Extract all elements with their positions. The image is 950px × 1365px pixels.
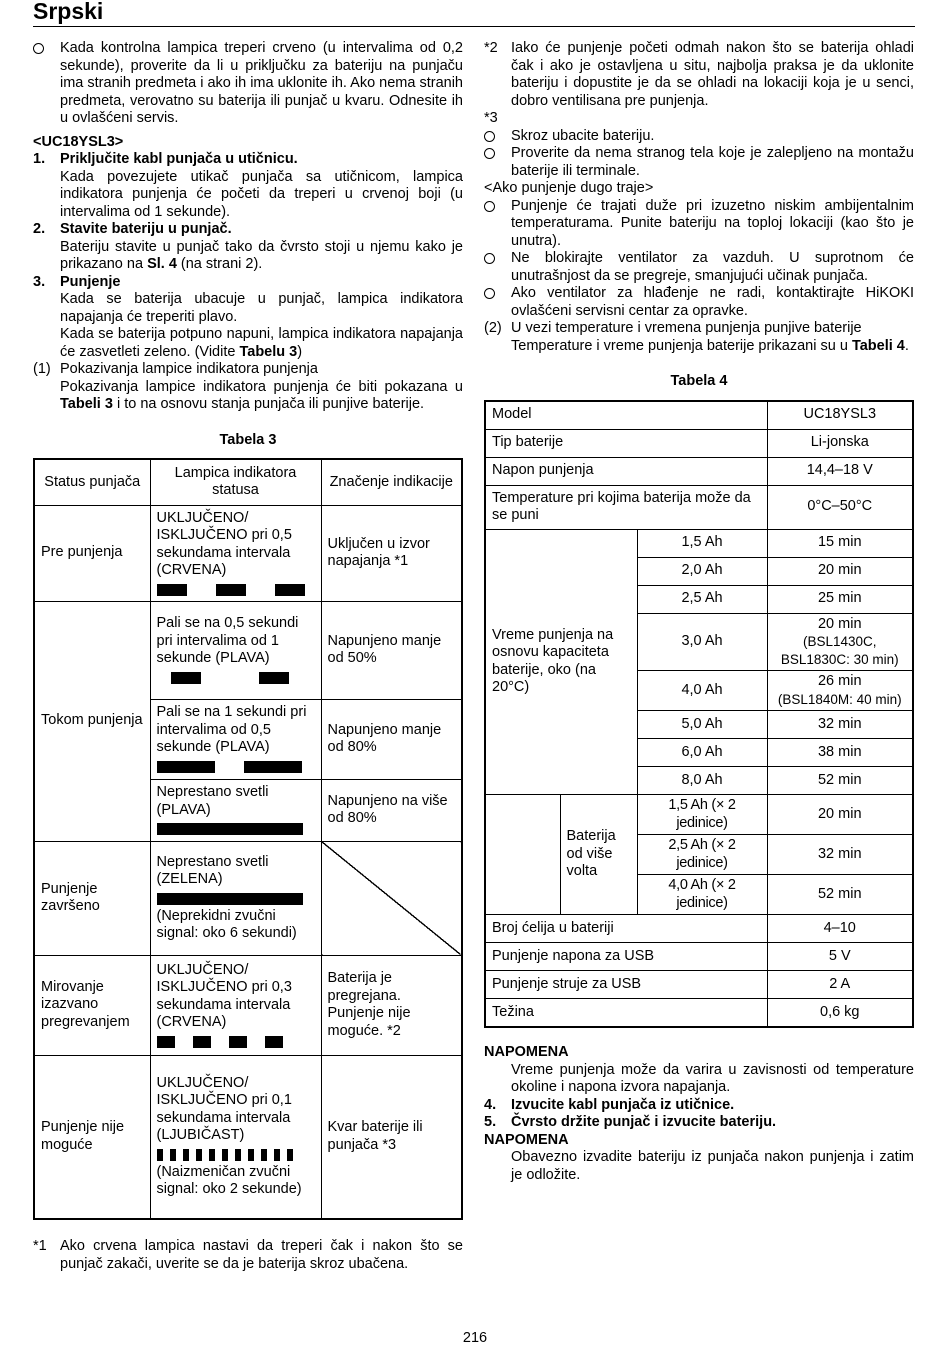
table-row — [485, 795, 913, 835]
blink-pattern-purple-rapid — [157, 1148, 315, 1162]
table-row — [485, 999, 913, 1028]
time-cell: 52 min — [767, 875, 913, 915]
subsection-text: . — [904, 337, 909, 354]
step-number: 3. — [33, 273, 46, 290]
step-number: 2. — [33, 221, 46, 237]
bullet-fan-fail — [484, 285, 914, 320]
time-note: (BSL1840M: 40 min) — [777, 691, 902, 707]
lamp-cell — [150, 1055, 321, 1219]
step-text: Bateriju stavite u punjač tako da čvrsto stoji u njemu kako je prikazano na — [60, 238, 463, 272]
table-ref: Tabelu 3 — [239, 343, 298, 360]
table-row — [485, 457, 913, 485]
status-cell: Punjenje završeno — [34, 841, 150, 955]
table-header-cell: Značenje indikacije — [321, 459, 462, 505]
bullet-circle-icon — [484, 148, 495, 159]
meaning-cell: Napunjeno manje od 80% — [321, 699, 462, 779]
lamp-text: Neprestano svetli (ZELENA) — [156, 853, 269, 887]
blank-cell — [485, 795, 560, 915]
spec-value: 14,4–18 V — [767, 457, 913, 485]
lamp-cell — [150, 505, 321, 601]
blink-pattern-blue-short — [157, 671, 315, 685]
bullet-text: Ne blokirajte ventilator za vazduh. U suprotnom će unutrašnjost da se pregreje, smanjujući učinak punjača. — [511, 250, 914, 284]
footnote-text: Ako crvena lampica nastavi da treperi čak i nakon što se punjač zakači, uverite se da je baterija skroz ubačena. — [60, 1238, 463, 1272]
blink-pattern-red-fast — [157, 1035, 315, 1049]
footnote-mark: *2 — [484, 40, 498, 56]
bullet-vent-block — [484, 250, 914, 285]
table-row — [485, 971, 913, 999]
time-cell: 20 min — [767, 557, 913, 585]
subsection-text: i to na osnovu stanja punjača ili punjive baterije. — [112, 396, 425, 412]
table-row — [34, 841, 462, 955]
capacity-cell: 6,0 Ah — [637, 739, 767, 767]
empty-diagonal-cell — [321, 841, 462, 955]
bullet-low-temperature — [484, 198, 914, 251]
table-header-cell: Status punjača — [34, 459, 150, 505]
lamp-text: Pali se na 1 sekundi pri intervalima od 0,5 sekunde (PLAVA) — [156, 704, 307, 756]
lamp-cell — [150, 779, 321, 841]
note-heading: NAPOMENA — [484, 1131, 569, 1148]
bullet-foreign-objects — [33, 40, 463, 128]
spec-label: Težina — [485, 999, 767, 1028]
meaning-cell: Baterija je pregrejana. Punjenje nije moguće. *2 — [321, 955, 462, 1055]
capacity-cell: 4,0 Ah (× 2 jedinice) — [637, 875, 767, 915]
step-number: 5. — [484, 1114, 497, 1130]
spec-value: 0°C–50°C — [767, 485, 913, 529]
spec-value: 2 A — [767, 971, 913, 999]
subsection-text: Temperature i vreme punjenja baterije prikazani su u — [511, 337, 852, 354]
status-cell: Pre punjenja — [34, 505, 150, 601]
steady-pattern-blue — [157, 822, 315, 836]
meaning-cell: Napunjeno na više od 80% — [321, 779, 462, 841]
step-title: Priključite kabl punjača u utičnicu. — [60, 151, 298, 167]
table-4 — [484, 400, 914, 1029]
lamp-cell — [150, 955, 321, 1055]
subsection-number: (1) — [33, 361, 51, 377]
time-cell: 25 min — [767, 585, 913, 613]
step-2 — [33, 221, 463, 274]
time-note: (BSL1430C, BSL1830C: 30 min) — [780, 634, 899, 667]
lamp-text: Neprestano svetli (PLAVA) — [156, 784, 269, 818]
bullet-text: Proverite da nema stranog tela koje je zalepljeno na montažu baterije ili terminale. — [511, 145, 914, 179]
meaning-cell: Kvar baterije ili punjača *3 — [321, 1055, 462, 1219]
left-column — [33, 40, 463, 1273]
step-title: Punjenje — [60, 273, 121, 290]
meaning-cell: Napunjeno manje od 50% — [321, 601, 462, 699]
note-text: Obavezno izvadite bateriju iz punjača nakon punjenja i zatim je odložite. — [511, 1149, 914, 1183]
table-header-cell: Lampica indikatora statusa — [150, 459, 321, 505]
blink-pattern-blue-long — [157, 760, 315, 774]
bullet-text: Kada kontrolna lampica treperi crveno (u intervalima od 0,2 sekunde), proverite da li u priključku za bateriju na punjaču ima stranih predmeta i ako ih ima uklonite ih. Ako nema stranih predmeta, verovatno su baterija ili punjač u kvaru. Odnesite ih u ovlašćeni servis. — [60, 40, 463, 126]
time-cell — [767, 671, 913, 711]
table-ref: Tabeli 3 — [60, 396, 113, 412]
bullet-insert-battery — [484, 128, 914, 146]
step-text: (na strani 2). — [176, 256, 263, 272]
lamp-cell — [150, 699, 321, 779]
sound-text: (Naizmeničan zvučni signal: oko 2 sekunde) — [156, 1163, 302, 1198]
time-value: 20 min — [817, 615, 862, 632]
step-text: Kada se baterija potpuno napuni, lampica indikatora napajanja će zasvetleti zeleno. (Vidite — [60, 326, 463, 360]
bullet-circle-icon — [484, 253, 495, 264]
capacity-cell: 2,0 Ah — [637, 557, 767, 585]
bullet-circle-icon — [484, 201, 495, 212]
right-column — [484, 40, 914, 1184]
lamp-text: UKLJUČENO/ ISKLJUČENO pri 0,3 sekundama intervala (CRVENA) — [156, 961, 292, 1030]
bullet-text: Ako ventilator za hlađenje ne radi, kontaktirajte HiKOKI ovlašćeni servisni centar za opravke. — [511, 285, 914, 319]
meaning-cell: Uključen u izvor napajanja *1 — [321, 505, 462, 601]
capacity-cell: 5,0 Ah — [637, 711, 767, 739]
spec-label: Model — [485, 401, 767, 430]
subsection-title: U vezi temperature i vremena punjenja punjive baterije — [511, 320, 862, 336]
subsection-2 — [484, 320, 914, 355]
step-number: 4. — [484, 1096, 497, 1113]
spec-label: Punjenje struje za USB — [485, 971, 767, 999]
time-cell: 20 min — [767, 795, 913, 835]
step-title: Stavite bateriju u punjač. — [60, 221, 232, 237]
steady-pattern-green — [157, 892, 315, 906]
status-cell: Mirovanje izazvano pregrevanjem — [34, 955, 150, 1055]
spec-label: Tip baterije — [485, 429, 767, 457]
table-row — [485, 529, 913, 557]
spec-label: Temperature pri kojima baterija može da se puni — [485, 485, 767, 529]
spec-label: Punjenje napona za USB — [485, 943, 767, 971]
sound-text: (Neprekidni zvučni signal: oko 6 sekundi) — [156, 907, 297, 941]
subsection-1 — [33, 361, 463, 414]
step-number: 1. — [33, 151, 46, 167]
table-row — [485, 915, 913, 943]
charge-time-label: Vreme punjenja na osnovu kapaciteta baterije, oko (na 20°C) — [485, 529, 637, 795]
bullet-check-foreign-body — [484, 145, 914, 180]
spec-label: Napon punjenja — [485, 457, 767, 485]
capacity-cell: 8,0 Ah — [637, 767, 767, 795]
step-1 — [33, 151, 463, 221]
model-heading: <UC18YSL3> — [33, 133, 124, 150]
bullet-text: Punjenje će trajati duže pri izuzetno niskim ambijentalnim temperaturama. Punite bateriju na toploj lokaciji (kao što je unutra). — [511, 197, 914, 249]
footnote-3-mark: *3 — [484, 110, 498, 126]
time-cell: 52 min — [767, 767, 913, 795]
table-row — [34, 459, 462, 505]
note-text: Vreme punjenja može da varira u zavisnosti od temperature okoline i napona izvora napajanja. — [511, 1061, 914, 1095]
time-cell: 32 min — [767, 711, 913, 739]
table3-caption: Tabela 3 — [219, 431, 277, 448]
step-title: Izvucite kabl punjača iz utičnice. — [511, 1096, 735, 1113]
subsection-title: Pokazivanja lampice indikatora punjenja — [60, 361, 318, 377]
spec-value: Li-jonska — [767, 429, 913, 457]
spec-value: 4–10 — [767, 915, 913, 943]
multivolt-label: Baterija od više volta — [560, 795, 637, 915]
table-row — [485, 429, 913, 457]
table-row — [34, 601, 462, 699]
step-5 — [484, 1114, 914, 1132]
bullet-circle-icon — [33, 43, 44, 54]
header-rule — [33, 26, 915, 27]
footnote-text: Iako će punjenje početi odmah nakon što se baterija ohladi čak i ako je ostavljena u situ, najbolja praksa je da uklonite bateriju i dopustite je da se ohladi na lokaciji koja je u senci, dobro ventilisana pre punjenja. — [511, 40, 914, 109]
step-text: ) — [297, 343, 303, 360]
bullet-circle-icon — [484, 288, 495, 299]
lamp-cell — [150, 841, 321, 955]
footnote-1 — [33, 1238, 463, 1273]
time-value: 26 min — [817, 673, 862, 689]
step-4 — [484, 1097, 914, 1115]
status-cell: Tokom punjenja — [34, 601, 150, 841]
table-ref: Tabeli 4 — [851, 337, 905, 354]
table-row — [34, 505, 462, 601]
footnote-2 — [484, 40, 914, 110]
status-cell: Punjenje nije moguće — [34, 1055, 150, 1219]
subsection-number: (2) — [484, 320, 502, 336]
table-row — [34, 955, 462, 1055]
lamp-cell — [150, 601, 321, 699]
spec-value: 0,6 kg — [767, 999, 913, 1028]
spec-label: Broj ćelija u bateriji — [485, 915, 767, 943]
table4-caption: Tabela 4 — [670, 373, 728, 389]
spec-value: 5 V — [767, 943, 913, 971]
capacity-cell: 4,0 Ah — [637, 671, 767, 711]
lamp-text: UKLJUČENO/ ISKLJUČENO pri 0,5 sekundama intervala (CRVENA) — [156, 509, 292, 578]
time-cell: 38 min — [767, 739, 913, 767]
footnote-mark: *1 — [33, 1238, 47, 1254]
note-heading: NAPOMENA — [484, 1044, 569, 1060]
step-title: Čvrsto držite punjač i izvucite bateriju. — [511, 1114, 777, 1130]
blink-pattern-red — [157, 583, 315, 597]
time-cell: 32 min — [767, 835, 913, 875]
bullet-text: Skroz ubacite bateriju. — [511, 127, 655, 144]
figure-ref: Sl. 4 — [147, 256, 177, 272]
step-text: Kada se baterija ubacuje u punjač, lampica indikatora napajanja će treperiti plavo. — [60, 291, 463, 325]
table-row — [485, 485, 913, 529]
time-cell — [767, 613, 913, 671]
step-3 — [33, 274, 463, 362]
capacity-cell: 2,5 Ah — [637, 585, 767, 613]
capacity-cell: 1,5 Ah — [637, 529, 767, 557]
page-number: 216 — [462, 1330, 488, 1346]
spec-value: UC18YSL3 — [767, 401, 913, 430]
bullet-circle-icon — [484, 131, 495, 142]
lamp-text: UKLJUČENO/ ISKLJUČENO pri 0,1 sekundama intervala (LJUBIČAST) — [156, 1074, 292, 1144]
table-row — [34, 1055, 462, 1219]
table-3 — [33, 458, 463, 1220]
time-cell: 15 min — [767, 529, 913, 557]
page-language-header: Srpski — [33, 0, 104, 24]
capacity-cell: 3,0 Ah — [637, 613, 767, 671]
capacity-cell: 2,5 Ah (× 2 jedinice) — [637, 835, 767, 875]
long-charge-heading: <Ako punjenje dugo traje> — [484, 180, 654, 196]
step-text: Kada povezujete utikač punjača sa utičnicom, lampica indikatora punjenja će početi da treperi u crvenoj boji (u intervalima od 1 sekunde). — [60, 168, 463, 220]
capacity-cell: 1,5 Ah (× 2 jedinice) — [637, 795, 767, 835]
table-row — [485, 401, 913, 430]
subsection-text: Pokazivanja lampice indikatora punjenja će biti pokazana u — [60, 378, 463, 395]
lamp-text: Pali se na 0,5 sekundi pri intervalima od 1 sekunde (PLAVA) — [156, 615, 299, 667]
table-row — [485, 943, 913, 971]
